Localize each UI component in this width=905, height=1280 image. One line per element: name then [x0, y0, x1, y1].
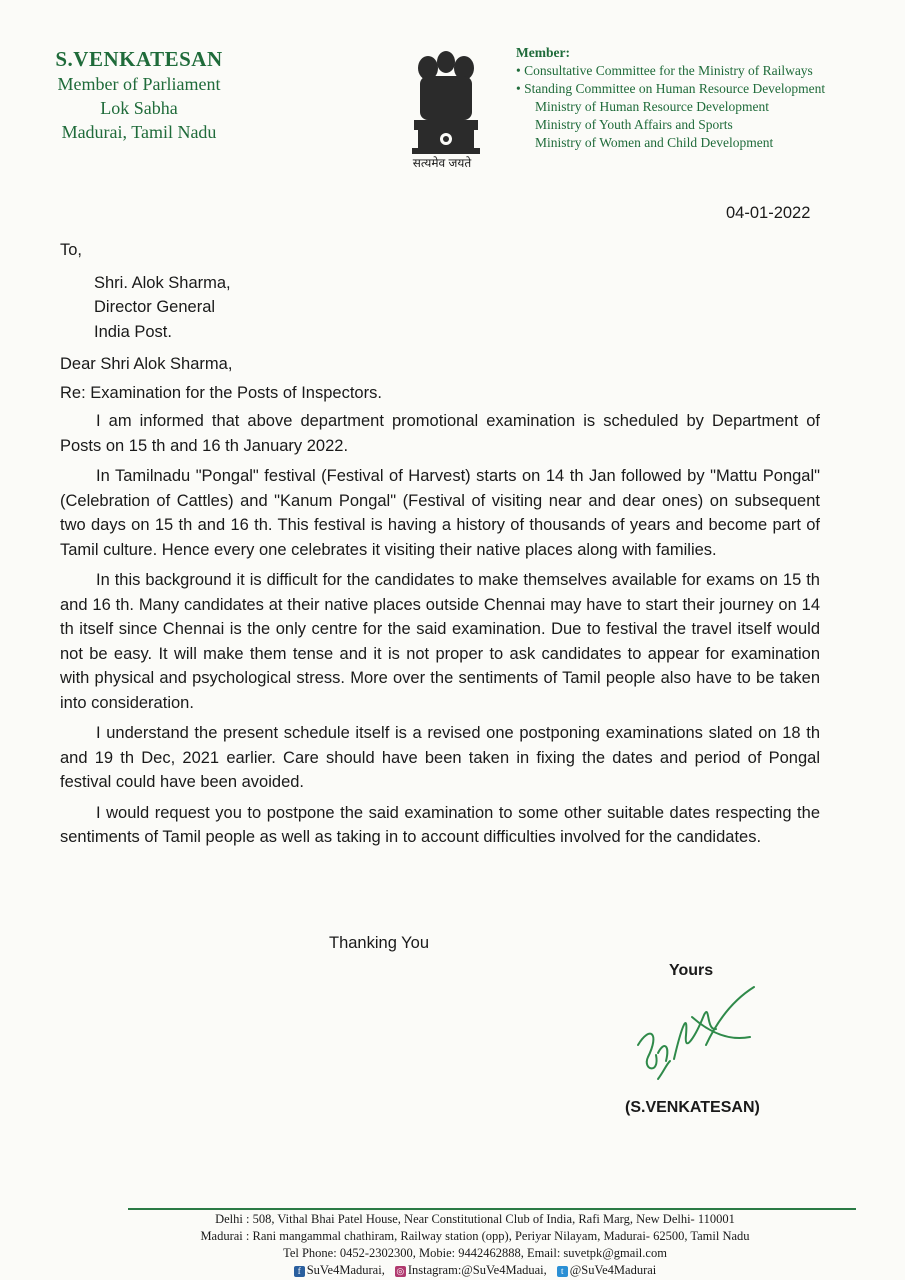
- thanking-line: Thanking You: [329, 934, 430, 952]
- twitter-icon: t: [557, 1266, 568, 1277]
- sender-block: [34, 47, 244, 144]
- sub-membership-item: Ministry of Human Resource Development: [535, 99, 769, 114]
- paragraph: In Tamilnadu "Pongal" festival (Festival of Harvest) starts on 14 th Jan followed by "Mattu Pongal" (Celebration of Cattles) and "Kanum Pongal" (Festival of visiting near and dear ones) on subsequent two days on 15 th and 16 th. This festival is having a history of thousands of years and become part of Tamil culture. Hence every one celebrates it visiting their native places along with families.: [60, 467, 820, 559]
- footer-divider: [128, 1208, 856, 1210]
- paragraph: In this background it is difficult for the candidates to make themselves available for exams on 15 th and 16 th. Many candidates at their native places outside Chennai may have to start their journey on 14 th itself since Chennai is the only centre for the said examination. Due to festival the travel itself would not be easy. It will make them tense and it is not proper to ask candidates to appear for examination with physical and psychological stress. More over the sentiments of Tamil people also have to be taken into consideration.: [60, 571, 820, 712]
- to-line: To,: [60, 241, 83, 259]
- letter-date: 04-01-2022: [726, 204, 811, 222]
- instagram-handle: Instagram:@SuVe4Maduai,: [407, 1263, 547, 1277]
- instagram-icon: ◎: [396, 1265, 405, 1276]
- sender-location: Madurai, Tamil Nadu: [61, 122, 217, 142]
- letter-body: [60, 238, 820, 850]
- facebook-icon: f: [294, 1266, 305, 1277]
- sub-membership-item: Ministry of Women and Child Development: [535, 135, 774, 150]
- twitter-link[interactable]: [557, 1262, 657, 1279]
- sender-name: S.VENKATESAN: [55, 47, 223, 71]
- national-emblem-icon: [398, 42, 494, 172]
- sub-membership-item: Ministry of Youth Affairs and Sports: [535, 117, 733, 132]
- facebook-handle: SuVe4Madurai,: [306, 1263, 385, 1277]
- signatory-name: (S.VENKATESAN): [625, 1099, 760, 1116]
- recipient-title: Director General: [94, 298, 216, 316]
- signature-icon: [630, 975, 770, 1090]
- instagram-link[interactable]: [395, 1262, 547, 1279]
- sender-house: Lok Sabha: [100, 98, 178, 118]
- sender-title: Member of Parliament: [57, 74, 221, 94]
- recipient-address: [60, 271, 820, 345]
- footer-delhi-address: Delhi : 508, Vithal Bhai Patel House, Near Constitutional Club of India, Rafi Marg, New Delhi- 110001: [215, 1212, 735, 1226]
- footer-social: [110, 1262, 840, 1279]
- recipient-name: Shri. Alok Sharma,: [94, 273, 231, 292]
- closing-line: Yours: [669, 962, 714, 979]
- subject-line: Re: Examination for the Posts of Inspectors.: [60, 383, 382, 402]
- paragraph: I am informed that above department promotional examination is scheduled by Department of Posts on 15 th and 16 th January 2022.: [60, 412, 820, 455]
- footer-madurai-address: Madurai : Rani mangammal chathiram, Railway station (opp), Periyar Nilayam, Madurai- 62500, Tamil Nadu: [200, 1229, 750, 1243]
- paragraph: I would request you to postpone the said examination to some other suitable dates respecting the sentiments of Tamil people as well as taking in to account difficulties involved for the candidates.: [60, 803, 820, 846]
- salutation: Dear Shri Alok Sharma,: [60, 355, 233, 373]
- paragraph: I understand the present schedule itself is a revised one postponing examinations slated on 18 th and 19 th Dec, 2021 earlier. Care should have been taken in fixing the dates and period of Pongal festival could have been avoided.: [60, 724, 820, 791]
- recipient-org: India Post.: [94, 322, 172, 341]
- emblem-motto: सत्यमेव जयते: [412, 156, 472, 170]
- footer: [110, 1211, 840, 1279]
- membership-item: • Consultative Committee for the Ministry of Railways: [516, 63, 813, 78]
- member-heading: Member:: [516, 45, 570, 60]
- footer-contact: Tel Phone: 0452-2302300, Mobie: 9442462888, Email: suvetpk@gmail.com: [283, 1246, 667, 1260]
- facebook-link[interactable]: [294, 1262, 385, 1279]
- membership-block: [516, 44, 896, 152]
- twitter-handle: @SuVe4Madurai: [569, 1263, 657, 1277]
- membership-item: • Standing Committee on Human Resource Development: [516, 81, 826, 96]
